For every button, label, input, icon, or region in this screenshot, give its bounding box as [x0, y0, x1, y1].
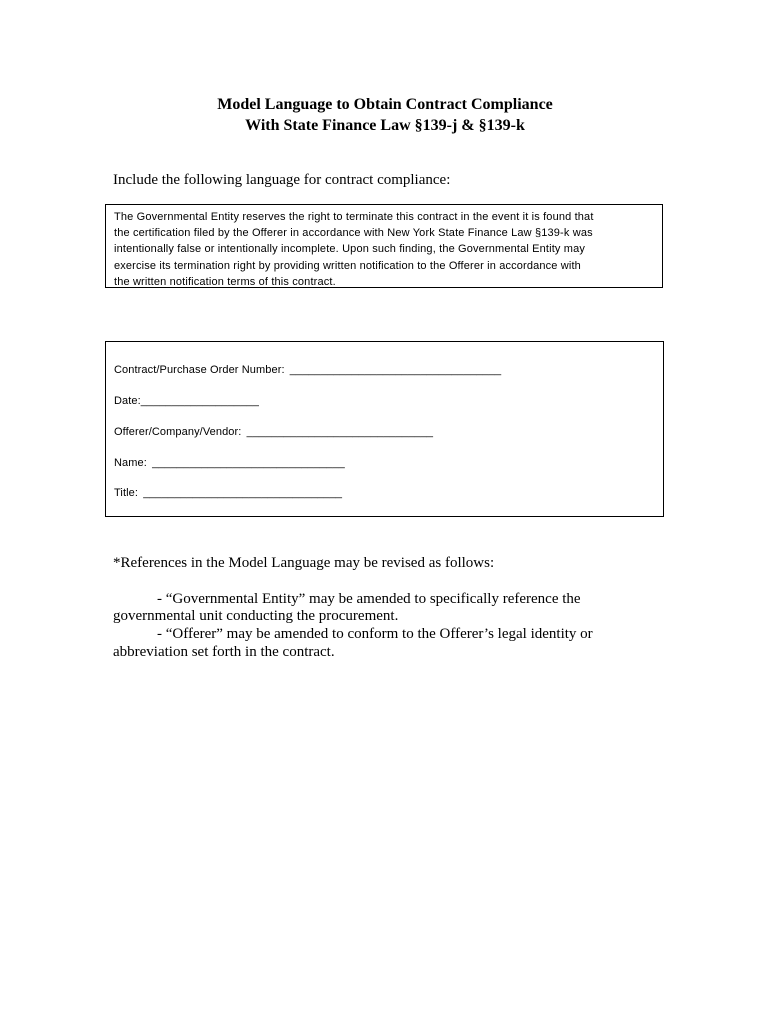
contract-info-form-box: [105, 341, 664, 517]
reference-item-governmental-entity: - “Governmental Entity” may be amended to specifically reference the: [157, 591, 581, 607]
document-title-line-1: Model Language to Obtain Contract Compliance: [217, 96, 553, 113]
clause-line: intentionally false or intentionally incomplete. Upon such finding, the Governmental Entity may: [114, 243, 585, 256]
clause-line: the certification filed by the Offerer in accordance with New York State Finance Law §139-k was: [114, 227, 593, 240]
name-label: Name:: [114, 457, 147, 469]
clause-line: exercise its termination right by providing written notification to the Offerer in accordance with: [114, 259, 581, 272]
intro-text: Include the following language for contract compliance:: [113, 172, 451, 188]
offerer-row: [114, 425, 433, 439]
title-row: [114, 486, 342, 500]
contract-number-row: [114, 363, 501, 377]
references-heading: *References in the Model Language may be revised as follows:: [113, 555, 495, 571]
model-language-clause-box: [105, 204, 663, 288]
document-title-line-2: With State Finance Law §139-j & §139-k: [245, 117, 525, 134]
clause-line: The Governmental Entity reserves the right to terminate this contract in the event it is found that: [114, 211, 594, 223]
clause-line: the written notification terms of this contract.: [114, 275, 336, 288]
reference-item-offerer: - “Offerer” may be amended to conform to the Offerer’s legal identity or: [157, 626, 593, 642]
contract-number-label: Contract/Purchase Order Number:: [114, 364, 285, 376]
name-field[interactable]: _______________________________: [152, 457, 345, 469]
date-label: Date:: [114, 395, 141, 407]
title-label: Title:: [114, 487, 139, 499]
offerer-label: Offerer/Company/Vendor:: [114, 426, 242, 438]
date-row: [114, 394, 259, 408]
reference-item-governmental-entity-cont: governmental unit conducting the procurement.: [113, 608, 399, 624]
offerer-field[interactable]: ______________________________: [246, 426, 434, 438]
title-field[interactable]: ________________________________: [143, 487, 343, 499]
name-row: [114, 456, 345, 470]
reference-item-offerer-cont: abbreviation set forth in the contract.: [113, 644, 335, 660]
date-field[interactable]: ___________________: [140, 395, 259, 407]
contract-number-field[interactable]: __________________________________: [289, 364, 502, 376]
